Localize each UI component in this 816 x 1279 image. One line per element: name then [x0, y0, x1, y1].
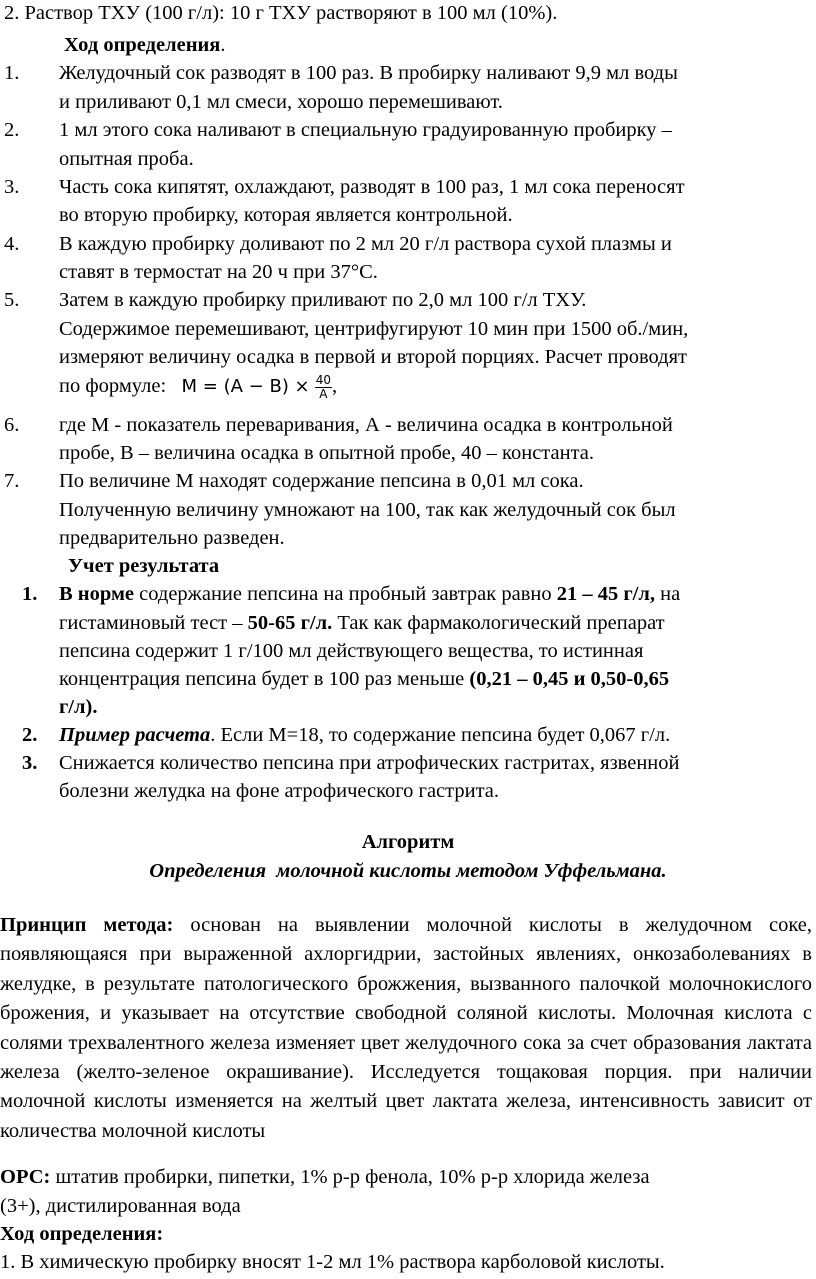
step-line: Желудочный сок разводят в 100 раз. В пробирку наливают 9,9 мл воды [59, 62, 678, 84]
result-bold: 50-65 г/л. [247, 612, 333, 634]
result-number: 3. [22, 752, 38, 774]
section-heading-procedure [64, 32, 226, 58]
step-line: ставят в термостат на 20 ч при 37°С. [59, 261, 378, 283]
result-text: на [655, 583, 681, 605]
result-line: г/л). [59, 696, 98, 718]
step-line: где М - показатель переваривания, А - величина осадка в контрольной [59, 414, 673, 436]
result-line [59, 581, 680, 607]
step-line: и приливают 0,1 мл смеси, хорошо перемешивают. [59, 91, 503, 113]
result-line [59, 666, 669, 692]
result-line: болезни желудка на фоне атрофического гастрита. [59, 780, 500, 802]
step-line: Часть сока кипятят, охлаждают, разводят в 100 раз, 1 мл сока переносят [59, 176, 685, 198]
result-number: 1. [22, 583, 38, 605]
formula-prefix: по формуле: [59, 375, 167, 397]
result-number: 2. [22, 724, 38, 746]
principle-paragraph [0, 911, 812, 1146]
step-line: измеряют величину осадка в первой и второй порциях. Расчет проводят [59, 346, 687, 368]
formula-numerator: 40 [315, 372, 332, 387]
principle-label: Принцип метода: [0, 914, 174, 936]
step-number: 2. [4, 119, 20, 141]
result-line [59, 610, 665, 636]
algorithm-title: Алгоритм [361, 831, 455, 853]
step-number: 1. [4, 62, 20, 84]
last-line: 1. В химическую пробирку вносят 1-2 мл 1% раствора карболовой кислоты. [0, 1251, 665, 1273]
step-line: По величине М находят содержание пепсина в 0,01 мл сока. [59, 470, 584, 492]
ors-line [0, 1164, 650, 1190]
step-line: пробе, В – величина осадка в опытной пробе, 40 – константа. [59, 442, 595, 464]
algorithm-subtitle: Определения молочной кислоты методом Уффельмана. [149, 860, 667, 882]
intro-line: 2. Раствор ТХУ (100 г/л): 10 г ТХУ растворяют в 100 мл (10%). [4, 2, 558, 24]
formula-denominator: А [319, 386, 328, 401]
formula-expression: М = (А − В) × [181, 376, 310, 397]
step-number: 4. [4, 233, 20, 255]
ors-line: (3+), дистилированная вода [0, 1195, 241, 1217]
step-number: 5. [4, 289, 20, 311]
ors-label: ОРС: [0, 1166, 51, 1188]
step-number: 7. [4, 470, 20, 492]
result-bold: В норме [59, 583, 135, 605]
ors-text: штатив пробирки, пипетки, 1% р-р фенола, 10% р-р хлорида железа [50, 1166, 650, 1188]
step-line: Содержимое перемешивают, центрифугируют 10 мин при 1500 об./мин, [59, 318, 689, 340]
step-line: предварительно разведен. [59, 527, 285, 549]
result-text: концентрация пепсина будет в 100 раз меньше [59, 668, 470, 690]
result-line [59, 722, 670, 748]
step-number: 6. [4, 414, 20, 436]
results-heading: Учет результата [68, 555, 220, 577]
result-bold-italic: Пример расчета [59, 724, 211, 746]
step-line: опытная проба. [59, 148, 194, 170]
principle-text: основан на выявлении молочной кислоты в желудочном соке, появляющаяся при выраженной ахлоргидрии, застойных явлениях, онкозаболеваниях в желудке, в результате патологического брожжения, вызванного палочкой молочнокислого брожения, и указывает на отсутствие свободной соляной кислоты. Молочная кислота с солями трехвалентного железа изменяет цвет желудочного сока за счет образования лактата железа (желто-зеленое окрашивание). Исследуется тощаковая порция. при наличии молочной кислоты изменяется на желтый цвет лактата железа, интенсивность зависит от количества молочной кислоты [0, 914, 812, 1142]
formula-line [59, 368, 337, 405]
step-line: Полученную величину умножают на 100, так как желудочный сок был [59, 499, 676, 521]
section-heading-suffix: . [220, 34, 226, 56]
step-line: 1 мл этого сока наливают в специальную градуированную пробирку – [59, 119, 672, 141]
step-number: 3. [4, 176, 20, 198]
result-line: Снижается количество пепсина при атрофических гастритах, язвенной [59, 752, 680, 774]
step-line: Затем в каждую пробирку приливают по 2,0 мл 100 г/л ТХУ. [59, 289, 587, 311]
result-text: Так как фармакологический препарат [332, 612, 665, 634]
section-heading-text: Ход определения [64, 34, 221, 56]
result-bold: 21 – 45 г/л, [556, 583, 655, 605]
result-text: гистаминовый тест – [59, 612, 248, 634]
result-text: содержание пепсина на пробный завтрак равно [134, 583, 557, 605]
step-line: В каждую пробирку доливают по 2 мл 20 г/л раствора сухой плазмы и [59, 233, 672, 255]
formula-suffix: , [332, 375, 338, 397]
result-text: . Если М=18, то содержание пепсина будет 0,067 г/л. [210, 724, 671, 746]
formula-fraction [315, 374, 332, 401]
section-heading-procedure-2: Ход определения: [0, 1223, 164, 1245]
result-line: пепсина содержит 1 г/100 мл действующего вещества, то истинная [59, 640, 644, 662]
result-bold: (0,21 – 0,45 и 0,50-0,65 [469, 668, 670, 690]
step-line: во вторую пробирку, которая является контрольной. [59, 204, 513, 226]
